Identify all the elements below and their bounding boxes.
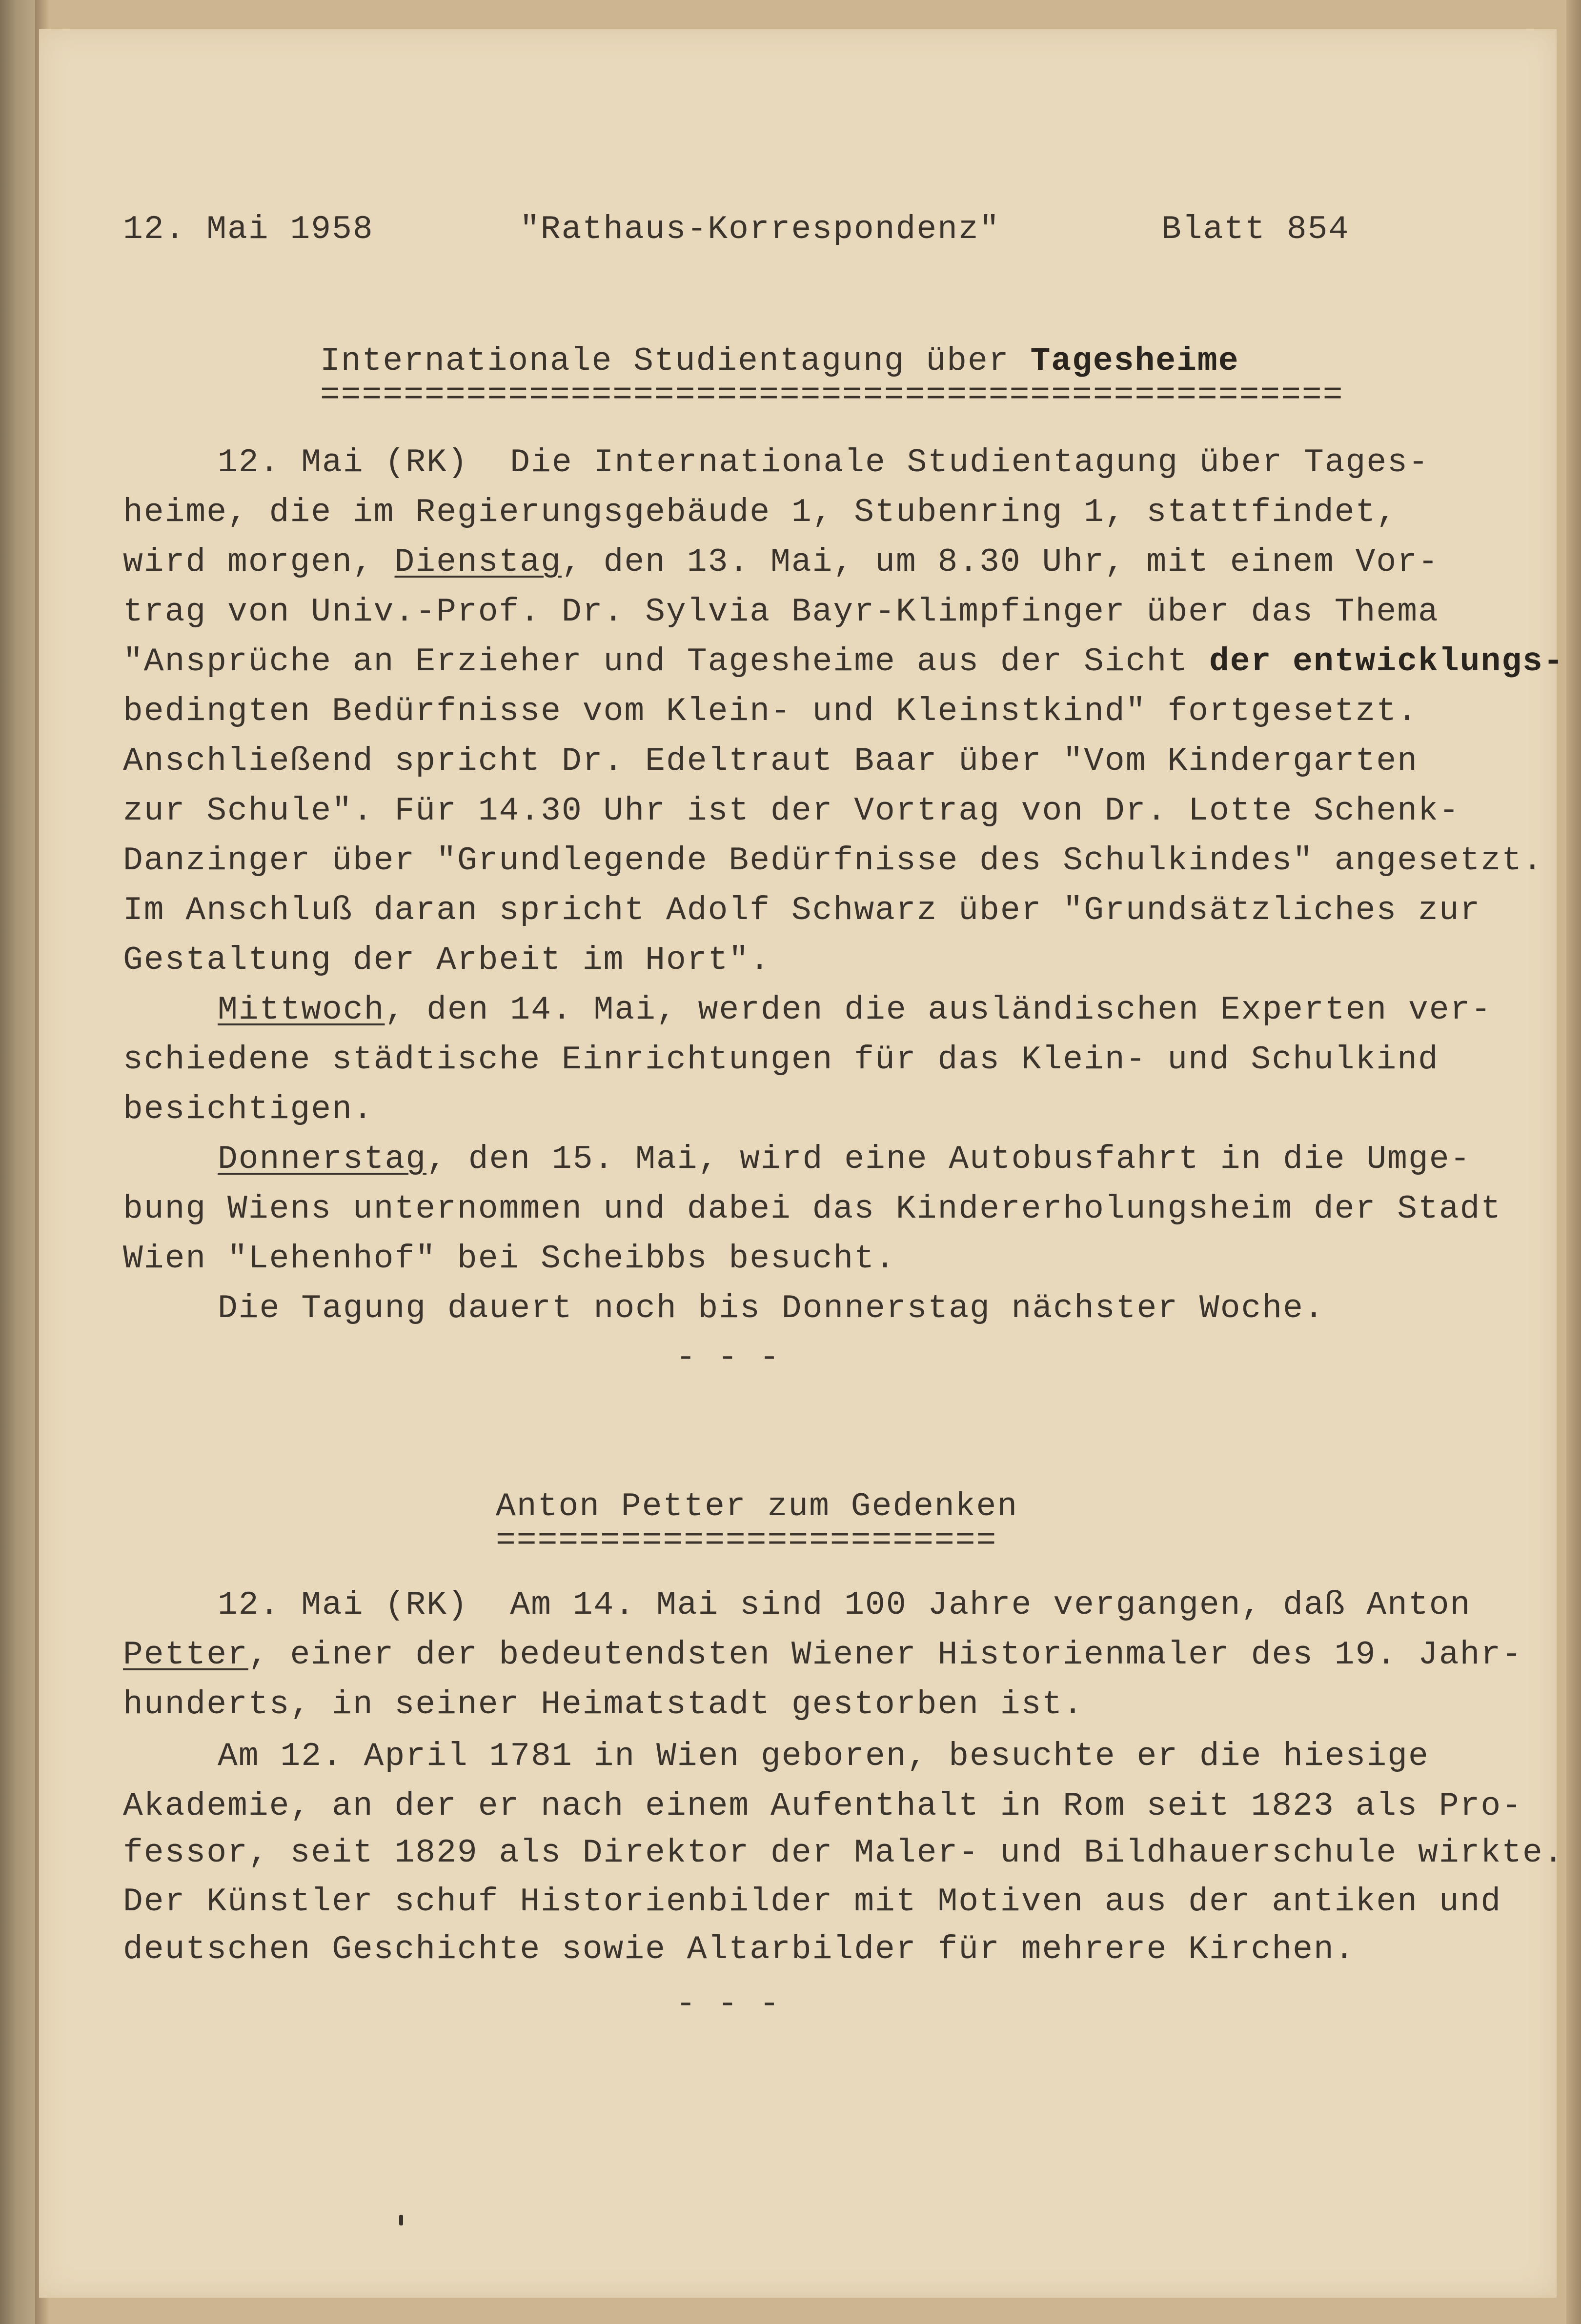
article1-title bbox=[320, 342, 1239, 380]
article2-line-8: deutschen Geschichte sowie Altarbilder für mehrere Kirchen. bbox=[123, 1931, 1356, 1968]
article1-line-9: Danzinger über "Grundlegende Bedürfnisse des Schulkindes" angesetzt. bbox=[123, 842, 1543, 880]
article1-line-12-b: , den 14. Mai, werden die ausländischen Experten ver- bbox=[385, 991, 1492, 1029]
article1-line-8: zur Schule". Für 14.30 Uhr ist der Vortrag von Dr. Lotte Schenk- bbox=[123, 792, 1460, 830]
article2-separator: - - - bbox=[676, 1985, 781, 2023]
article2-line-7: Der Künstler schuf Historienbilder mit Motiven aus der antiken und bbox=[123, 1883, 1502, 1921]
article1-title-bold: Tagesheime bbox=[1030, 342, 1239, 380]
article1-line-4: trag von Univ.-Prof. Dr. Sylvia Bayr-Klimpfinger über das Thema bbox=[123, 593, 1439, 631]
article1-line-3 bbox=[123, 543, 1439, 581]
article1-title-rule: ================================================= bbox=[320, 377, 1344, 414]
weekday-donnerstag: Donnerstag bbox=[218, 1141, 427, 1178]
article1-line-5-a: "Ansprüche an Erzieher und Tagesheime aus der Sicht bbox=[123, 643, 1209, 681]
article1-line-17: Wien "Lehenhof" bei Scheibbs besucht. bbox=[123, 1240, 896, 1278]
header-sheet: Blatt 854 bbox=[1161, 211, 1350, 248]
ink-mark bbox=[399, 2215, 403, 2225]
page-edge bbox=[1566, 0, 1581, 2324]
article1-line-7: Anschließend spricht Dr. Edeltraut Baar über "Vom Kindergarten bbox=[123, 742, 1419, 780]
weekday-dienstag: Dienstag bbox=[394, 543, 562, 581]
article1-line-13: schiedene städtische Einrichtungen für das Klein- und Schulkind bbox=[123, 1041, 1439, 1079]
article2-line-3: hunderts, in seiner Heimatstadt gestorben ist. bbox=[123, 1686, 1084, 1723]
article1-line-16: bung Wiens unternommen und dabei das Kindererholungsheim der Stadt bbox=[123, 1190, 1502, 1228]
header-publication: "Rathaus-Korrespondenz" bbox=[520, 211, 1000, 248]
article1-line-1: 12. Mai (RK) Die Internationale Studientagung über Tages- bbox=[218, 444, 1429, 481]
article1-line-5-bold: der entwicklungs- bbox=[1209, 643, 1564, 681]
article1-line-3-a: wird morgen, bbox=[123, 543, 395, 581]
article2-line-2 bbox=[123, 1636, 1522, 1674]
article1-line-5 bbox=[123, 643, 1564, 681]
article1-line-18: Die Tagung dauert noch bis Donnerstag nächster Woche. bbox=[218, 1290, 1325, 1327]
article1-title-prefix: Internationale Studientagung über bbox=[320, 342, 1031, 380]
article1-line-14: besichtigen. bbox=[123, 1091, 374, 1128]
article1-line-15-b: , den 15. Mai, wird eine Autobusfahrt in die Umge- bbox=[426, 1141, 1471, 1178]
article1-line-3-b: , den 13. Mai, um 8.30 Uhr, mit einem Vor- bbox=[561, 543, 1439, 581]
article1-line-11: Gestaltung der Arbeit im Hort". bbox=[123, 942, 771, 979]
book-spine bbox=[0, 0, 35, 2324]
article2-line-2-b: , einer der bedeutendsten Wiener Historienmaler des 19. Jahr- bbox=[248, 1636, 1523, 1674]
article2-title: Anton Petter zum Gedenken bbox=[496, 1488, 1018, 1525]
weekday-mittwoch: Mittwoch bbox=[218, 991, 385, 1029]
article1-line-2: heime, die im Regierungsgebäude 1, Stubenring 1, stattfindet, bbox=[123, 494, 1398, 531]
header-date: 12. Mai 1958 bbox=[123, 211, 374, 248]
article2-line-4: Am 12. April 1781 in Wien geboren, besuchte er die hiesige bbox=[218, 1738, 1429, 1775]
article2-title-rule: ======================== bbox=[496, 1522, 997, 1560]
article2-line-1: 12. Mai (RK) Am 14. Mai sind 100 Jahre vergangen, daß Anton bbox=[218, 1586, 1471, 1624]
article1-line-15 bbox=[218, 1141, 1471, 1178]
article1-line-10: Im Anschluß daran spricht Adolf Schwarz über "Grundsätzliches zur bbox=[123, 892, 1481, 929]
article1-line-12 bbox=[218, 991, 1492, 1029]
article1-separator: - - - bbox=[676, 1339, 781, 1377]
name-petter: Petter bbox=[123, 1636, 248, 1674]
article2-line-6: fessor, seit 1829 als Direktor der Maler- und Bildhauerschule wirkte. bbox=[123, 1834, 1564, 1872]
article1-line-6: bedingten Bedürfnisse vom Klein- und Kleinstkind" fortgesetzt. bbox=[123, 693, 1419, 730]
article2-line-5: Akademie, an der er nach einem Aufenthalt in Rom seit 1823 als Pro- bbox=[123, 1787, 1523, 1825]
